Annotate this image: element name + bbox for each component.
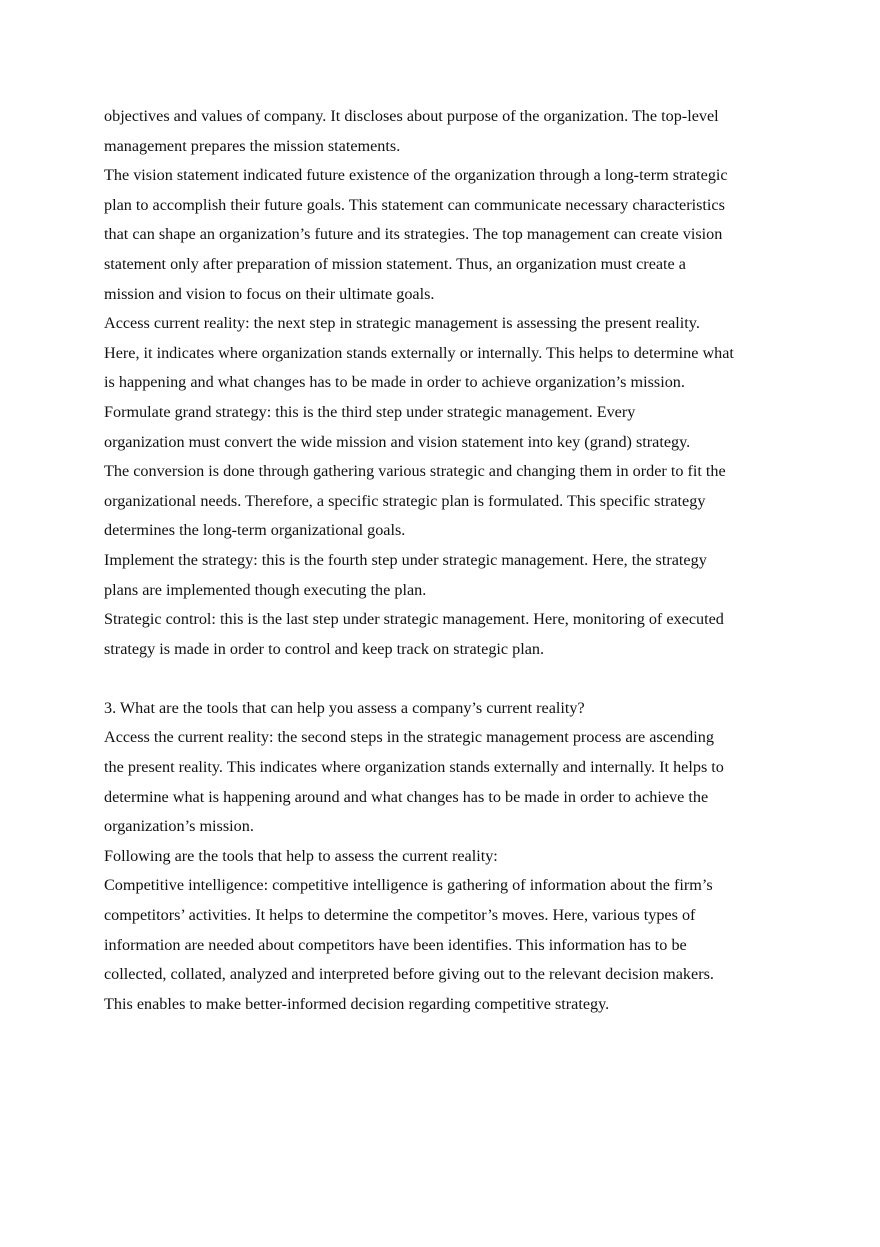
text-line: The conversion is done through gathering various strategic and changing them in order to fit the [104, 462, 726, 481]
paragraph [104, 605, 804, 664]
paragraph [104, 546, 804, 605]
text-line: This enables to make better-informed decision regarding competitive strategy. [104, 994, 610, 1013]
text-line: management prepares the mission statements. [104, 136, 401, 155]
text-line: mission and vision to focus on their ultimate goals. [104, 284, 435, 303]
text-line: that can shape an organization’s future and its strategies. The top management can create vision [104, 225, 723, 244]
text-line: competitors’ activities. It helps to determine the competitor’s moves. Here, various types of [104, 906, 696, 925]
paragraph [104, 871, 804, 1019]
text-line: collected, collated, analyzed and interpreted before giving out to the relevant decision makers. [104, 965, 714, 984]
text-line: organizational needs. Therefore, a specific strategic plan is formulated. This specific strategy [104, 491, 706, 510]
text-line: organization must convert the wide mission and vision statement into key (grand) strategy. [104, 432, 691, 451]
text-line: Implement the strategy: this is the fourth step under strategic management. Here, the strategy [104, 550, 707, 569]
text-line: Formulate grand strategy: this is the third step under strategic management. Every [104, 402, 636, 421]
text-line: the present reality. This indicates where organization stands externally and internally. It helps to [104, 758, 724, 777]
text-line: Access current reality: the next step in strategic management is assessing the present reality. [104, 314, 700, 333]
text-line: Competitive intelligence: competitive intelligence is gathering of information about the firm’s [104, 876, 713, 895]
paragraph [104, 398, 804, 457]
paragraph [104, 161, 804, 309]
paragraph [104, 842, 804, 872]
paragraph [104, 102, 804, 161]
text-line: Strategic control: this is the last step under strategic management. Here, monitoring of executed [104, 610, 724, 629]
text-line: plans are implemented though executing the plan. [104, 580, 427, 599]
text-line: statement only after preparation of mission statement. Thus, an organization must create a [104, 254, 686, 273]
text-line: objectives and values of company. It discloses about purpose of the organization. The top-level [104, 107, 719, 125]
text-line: plan to accomplish their future goals. This statement can communicate necessary characteristics [104, 195, 725, 214]
text-line: determines the long-term organizational goals. [104, 521, 406, 540]
text-line: information are needed about competitors have been identifies. This information has to be [104, 935, 687, 954]
paragraph [104, 723, 804, 841]
blank-line [104, 664, 804, 694]
text-line: 3. What are the tools that can help you assess a company’s current reality? [104, 698, 585, 717]
text-line: determine what is happening around and what changes has to be made in order to achieve the [104, 787, 709, 806]
text-line: is happening and what changes has to be made in order to achieve organization’s mission. [104, 373, 685, 392]
paragraph [104, 309, 804, 398]
paragraph [104, 457, 804, 546]
text-line: Here, it indicates where organization stands externally or internally. This helps to determine what [104, 343, 734, 362]
text-line: The vision statement indicated future existence of the organization through a long-term strategic [104, 166, 728, 185]
paragraph [104, 694, 804, 724]
text-line: strategy is made in order to control and keep track on strategic plan. [104, 639, 545, 658]
document-page [104, 102, 804, 1019]
text-line: Following are the tools that help to assess the current reality: [104, 846, 498, 865]
text-line: Access the current reality: the second steps in the strategic management process are ascending [104, 728, 714, 747]
text-line: organization’s mission. [104, 817, 254, 836]
